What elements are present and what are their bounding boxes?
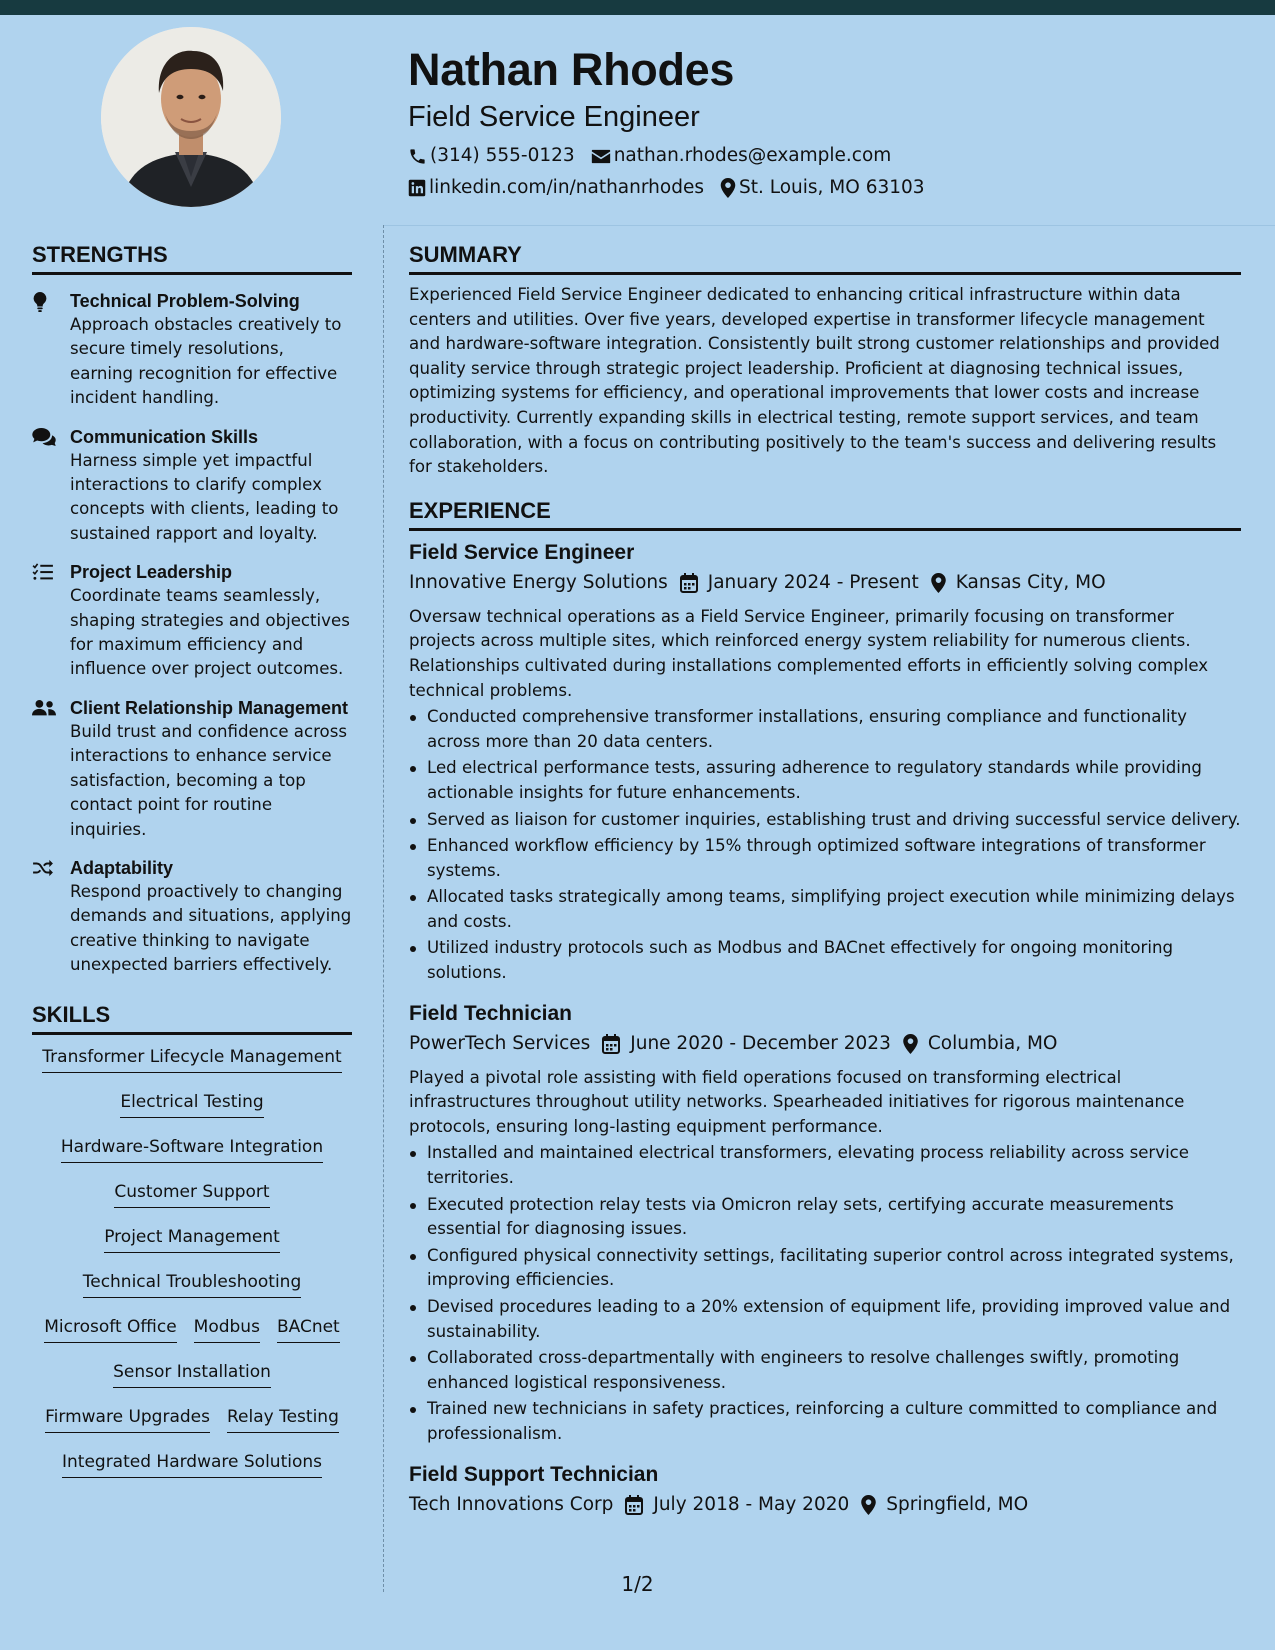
header-divider <box>383 225 1275 226</box>
strength-description: Respond proactively to changing demands and situations, applying creative thinking to navigate unexpected barriers effectively. <box>70 881 352 975</box>
job-dates <box>625 1489 849 1521</box>
job-entry <box>409 1000 1241 1447</box>
bullet-item: Executed protection relay tests via Omicron relay sets, certifying accurate measurements essential for diagnosing issues. <box>409 1193 1241 1242</box>
skill-tag: Hardware-Software Integration <box>61 1135 323 1163</box>
skill-tag: BACnet <box>277 1315 340 1343</box>
column-divider <box>383 225 384 1592</box>
job-entry <box>409 539 1241 986</box>
strength-item <box>32 696 352 842</box>
job-company <box>409 567 668 599</box>
bullet-item: Devised procedures leading to a 20% extension of equipment life, providing improved value and sustainability. <box>409 1295 1241 1344</box>
bullet-item: Installed and maintained electrical transformers, elevating process reliability across service territories. <box>409 1141 1241 1190</box>
checklist-icon <box>32 563 54 581</box>
skill-row <box>62 1450 322 1495</box>
date-range: June 2020 - December 2023 <box>630 1032 891 1054</box>
phone-contact <box>408 140 575 172</box>
job-meta <box>409 1028 1241 1060</box>
strength-title: Adaptability <box>70 857 174 878</box>
bullet-item: Utilized industry protocols such as Modbus and BACnet effectively for ongoing monitoring solutions. <box>409 936 1241 985</box>
resume-header <box>408 40 1228 204</box>
left-column <box>32 240 352 1495</box>
strength-item <box>32 289 352 411</box>
job-dates <box>602 1028 891 1060</box>
company-name: Innovative Energy Solutions <box>409 571 668 593</box>
skill-tag: Modbus <box>194 1315 260 1343</box>
profile-photo <box>101 27 281 207</box>
skill-tag: Microsoft Office <box>44 1315 176 1343</box>
right-column <box>409 240 1241 1521</box>
calendar-icon <box>625 1495 643 1515</box>
location-text: Columbia, MO <box>927 1032 1058 1054</box>
job-bullets <box>409 705 1241 986</box>
skill-tag: Integrated Hardware Solutions <box>62 1450 322 1478</box>
skill-row <box>83 1270 302 1315</box>
email-contact[interactable] <box>591 140 892 172</box>
job-title: Field Support Technician <box>409 1462 659 1486</box>
skill-tag: Transformer Lifecycle Management <box>42 1045 341 1073</box>
skill-tag: Firmware Upgrades <box>45 1405 210 1433</box>
skill-row <box>45 1405 339 1450</box>
phone-number: (314) 555-0123 <box>430 145 575 166</box>
page-number: 1/2 <box>621 1572 654 1596</box>
contact-row-1 <box>408 140 1228 172</box>
location-contact <box>720 172 925 204</box>
job-bullets <box>409 1141 1241 1446</box>
calendar-icon <box>602 1034 620 1054</box>
job-title: Field Technician <box>409 1001 572 1025</box>
linkedin-icon <box>408 179 426 197</box>
skill-tag: Electrical Testing <box>120 1090 263 1118</box>
strength-title: Communication Skills <box>70 426 259 447</box>
map-pin-icon <box>931 573 946 593</box>
job-company <box>409 1489 613 1521</box>
skill-row <box>120 1090 263 1135</box>
users-icon <box>32 699 56 717</box>
calendar-icon <box>680 573 698 593</box>
skill-tag: Customer Support <box>114 1180 269 1208</box>
strength-item <box>32 425 352 547</box>
bullet-item: Allocated tasks strategically among teams, simplifying project execution while minimizing delays and costs. <box>409 885 1241 934</box>
shuffle-icon <box>32 859 54 877</box>
date-range: January 2024 - Present <box>707 571 919 593</box>
skill-tag: Relay Testing <box>227 1405 339 1433</box>
skill-tag: Technical Troubleshooting <box>83 1270 302 1298</box>
strength-title: Project Leadership <box>70 562 233 583</box>
bullet-item: Collaborated cross-departmentally with engineers to resolve challenges swiftly, promoting enhanced logistical responsiveness. <box>409 1346 1241 1395</box>
summary-heading: SUMMARY <box>409 240 1241 275</box>
strength-description: Coordinate teams seamlessly, shaping strategies and objectives for maximum efficiency and influence over project outcomes. <box>70 586 350 679</box>
job-meta <box>409 1489 1241 1521</box>
job-dates <box>680 567 919 599</box>
map-pin-icon <box>903 1034 918 1054</box>
skill-tag: Sensor Installation <box>113 1360 271 1388</box>
location-text: Springfield, MO <box>886 1493 1029 1515</box>
strength-description: Build trust and confidence across interactions to enhance service satisfaction, becoming a top contact point for routine inquiries. <box>70 721 347 839</box>
skill-row <box>61 1135 323 1180</box>
candidate-title: Field Service Engineer <box>408 101 700 133</box>
lightbulb-icon <box>32 292 48 312</box>
strength-title: Client Relationship Management <box>70 697 349 718</box>
chat-bubbles-icon <box>32 428 56 446</box>
bullet-item: Led electrical performance tests, assuring adherence to regulatory standards while providing actionable insights for future enhancements. <box>409 756 1241 805</box>
job-title: Field Service Engineer <box>409 540 635 564</box>
bullet-item: Conducted comprehensive transformer installations, ensuring compliance and functionality across more than 20 data centers. <box>409 705 1241 754</box>
job-location <box>931 567 1106 599</box>
company-name: PowerTech Services <box>409 1032 591 1054</box>
bullet-item: Configured physical connectivity settings, facilitating superior control across integrated systems, improving efficiencies. <box>409 1244 1241 1293</box>
contact-row-2 <box>408 172 1228 204</box>
map-pin-icon <box>861 1495 876 1515</box>
phone-icon <box>408 147 427 166</box>
summary-text: Experienced Field Service Engineer dedicated to enhancing critical infrastructure within data centers and utilities. Over five years, developed expertise in transformer lifecycle management and hardware-software integration. Consistently built strong customer relationships and provided quality service through strategic project leadership. Proficient at diagnosing technical issues, optimizing systems for efficiency, and operational improvements that lower costs and increase productivity. Currently expanding skills in electrical testing, remote support services, and team collaboration, with a focus on contributing positively to the team's success and delivering results for stakeholders. <box>409 285 1220 477</box>
company-name: Tech Innovations Corp <box>409 1493 614 1515</box>
job-location <box>903 1028 1058 1060</box>
strength-title: Technical Problem-Solving <box>70 291 300 311</box>
strength-item <box>32 856 352 978</box>
strength-description: Approach obstacles creatively to secure timely resolutions, earning recognition for effective incident handling. <box>70 315 342 408</box>
strengths-heading: STRENGTHS <box>32 240 352 275</box>
candidate-name: Nathan Rhodes <box>408 44 735 95</box>
linkedin-url[interactable]: linkedin.com/in/nathanrhodes <box>429 177 704 198</box>
strength-item <box>32 560 352 682</box>
skill-row <box>42 1045 341 1090</box>
job-meta <box>409 567 1241 599</box>
skills-list <box>32 1045 352 1495</box>
experience-heading: EXPERIENCE <box>409 496 1241 531</box>
top-bar <box>0 0 1275 15</box>
skill-row <box>114 1180 269 1225</box>
bullet-item: Trained new technicians in safety practices, reinforcing a culture committed to compliance and professionalism. <box>409 1397 1241 1446</box>
strength-description: Harness simple yet impactful interactions to clarify complex concepts with clients, leading to sustained rapport and loyalty. <box>70 450 339 543</box>
date-range: July 2018 - May 2020 <box>653 1493 850 1515</box>
map-pin-icon <box>720 178 736 198</box>
email-address[interactable]: nathan.rhodes@example.com <box>613 145 892 166</box>
bullet-item: Enhanced workflow efficiency by 15% through optimized software integrations of transformer systems. <box>409 834 1241 883</box>
skill-row <box>104 1225 280 1270</box>
job-company <box>409 1028 590 1060</box>
skill-row <box>44 1315 339 1360</box>
linkedin-contact[interactable] <box>408 172 704 204</box>
skill-tag: Project Management <box>104 1225 280 1253</box>
job-description: Oversaw technical operations as a Field Service Engineer, primarily focusing on transformer projects across multiple sites, which reinforced energy system reliability for numerous clients. Relationships cultivated during installations complemented efforts in efficiently solving complex technical problems. <box>409 606 1209 700</box>
job-entry <box>409 1461 1241 1521</box>
skills-heading: SKILLS <box>32 1000 352 1035</box>
bullet-item: Served as liaison for customer inquiries, establishing trust and driving successful service delivery. <box>409 808 1241 833</box>
location-text: Kansas City, MO <box>955 571 1106 593</box>
job-location <box>861 1489 1028 1521</box>
location-text: St. Louis, MO 63103 <box>738 177 925 198</box>
skill-row <box>113 1360 271 1405</box>
job-description: Played a pivotal role assisting with field operations focused on transforming electrical infrastructures throughout utility networks. Spearheaded initiatives for rigorous maintenance protocols, ensuring long-lasting equipment performance. <box>409 1067 1185 1136</box>
envelope-icon <box>591 147 611 166</box>
